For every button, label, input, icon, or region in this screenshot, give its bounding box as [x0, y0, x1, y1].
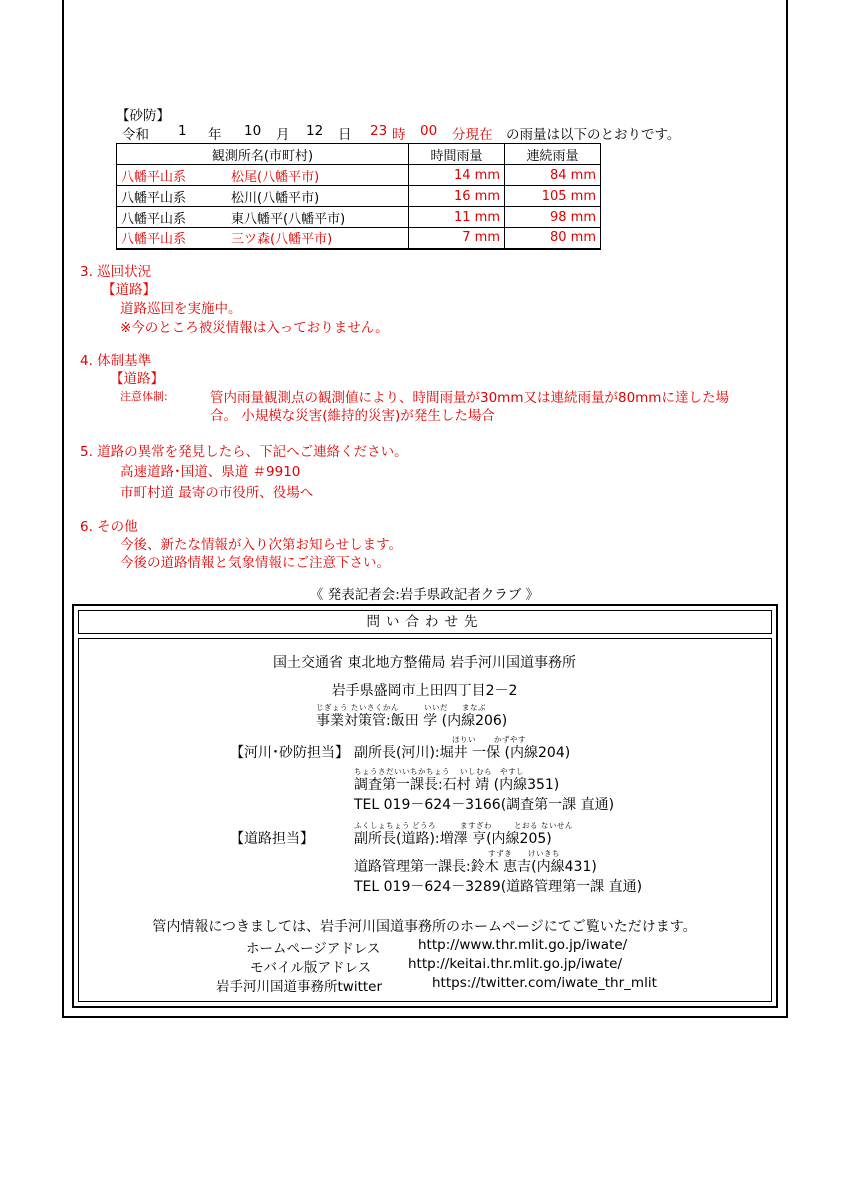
ruby-p1-3: まなぶ	[462, 703, 486, 712]
contact-person-4: 副所長(道路):増澤 亨(内線205)	[354, 831, 552, 847]
section6-title: 6. その他	[80, 519, 138, 535]
ruby-p2-1: ほりい	[452, 735, 476, 744]
section4-line2: 合。 小規模な災害(維持的災害)が発生した場合	[210, 408, 495, 424]
contact-tel-2: TEL 019－624－3289(道路管理第一課 直通)	[354, 879, 643, 895]
section5-line2: 市町村道 最寄の市役所、役場へ	[120, 485, 314, 501]
section3-title: 3. 巡回状況	[80, 264, 152, 280]
section4-label: 注意体制:	[120, 390, 168, 403]
date-era: 令和	[122, 127, 149, 143]
contact-person-1: 事業対策管:飯田 学 (内線206)	[316, 713, 508, 729]
hourly-cell: 11 mm	[409, 207, 505, 228]
contact-address: 岩手県盛岡市上田四丁目2－2	[331, 683, 518, 699]
continuous-cell: 84 mm	[505, 165, 601, 186]
ruby-p4-3: ますざわ	[460, 821, 492, 830]
road-section-label: 【道路担当】	[230, 831, 314, 847]
date-year: 1	[178, 123, 187, 139]
ruby-p4-4: とおる ないせん	[514, 821, 573, 830]
station-name: 松川(八幡平市)	[231, 190, 320, 206]
section4-sub: 【道路】	[110, 371, 164, 387]
date-suffix: の雨量は以下のとおりです。	[506, 127, 681, 143]
section3-sub: 【道路】	[102, 282, 156, 298]
station-cell	[117, 165, 409, 186]
header-hourly: 時間雨量	[409, 144, 505, 165]
link-label-homepage: ホームページアドレス	[246, 941, 381, 957]
header-continuous: 連続雨量	[505, 144, 601, 165]
ruby-p3-3: やすし	[500, 767, 524, 776]
link-label-mobile: モバイル版アドレス	[250, 960, 372, 976]
table-header-row	[117, 144, 601, 165]
station-cell	[117, 207, 409, 228]
section3-line2: ※今のところ被災情報は入っておりません。	[120, 320, 389, 336]
hourly-cell: 16 mm	[409, 186, 505, 207]
link-url-twitter[interactable]: https://twitter.com/iwate_thr_mlit	[432, 975, 657, 991]
system-name: 八幡平山系	[121, 211, 187, 227]
hourly-cell: 7 mm	[409, 228, 505, 249]
ruby-p1-2: いいだ	[424, 703, 448, 712]
link-url-mobile[interactable]: http://keitai.thr.mlit.go.jp/iwate/	[408, 956, 623, 972]
continuous-cell: 80 mm	[505, 228, 601, 249]
station-name: 三ツ森(八幡平市)	[231, 232, 333, 248]
continuous-cell: 98 mm	[505, 207, 601, 228]
ruby-p1-1: じぎょう たいさくかん	[316, 703, 399, 712]
section5-line1: 高速道路･国道、県道 ＃9910	[120, 464, 301, 480]
river-section-label: 【河川･砂防担当】	[230, 745, 349, 761]
table-row	[117, 228, 601, 249]
ruby-p2-2: かずやす	[494, 735, 526, 744]
link-label-twitter: 岩手河川国道事務所twitter	[216, 979, 383, 995]
section6-line2: 今後の道路情報と気象情報にご注意下さい。	[120, 555, 390, 571]
system-name: 八幡平山系	[121, 232, 187, 248]
contact-person-3: 調査第一課長:石村 靖 (内線351)	[354, 777, 560, 793]
date-month-unit: 月	[276, 127, 290, 143]
table-row	[117, 186, 601, 207]
contact-org: 国土交通省 東北地方整備局 岩手河川国道事務所	[273, 655, 576, 671]
section5-title: 5. 道路の異常を発見したら、下記へご連絡ください。	[80, 444, 408, 460]
system-name: 八幡平山系	[121, 169, 187, 185]
table-row	[117, 165, 601, 186]
date-hour: 23	[370, 123, 388, 139]
system-name: 八幡平山系	[121, 190, 187, 206]
header-station: 観測所名(市町村)	[117, 144, 409, 165]
station-name: 東八幡平(八幡平市)	[231, 211, 346, 227]
ruby-p4-2: どうろ	[412, 821, 436, 830]
section6-line1: 今後、新たな情報が入り次第お知らせします。	[120, 537, 403, 553]
rainfall-table	[116, 143, 601, 250]
date-month: 10	[244, 123, 262, 139]
date-year-unit: 年	[208, 127, 222, 143]
link-url-homepage[interactable]: http://www.thr.mlit.go.jp/iwate/	[418, 937, 628, 953]
station-cell	[117, 186, 409, 207]
continuous-cell: 105 mm	[505, 186, 601, 207]
contact-person-5: 道路管理第一課長:鈴木 恵吉(内線431)	[354, 859, 597, 875]
ruby-p5-1: すずき	[488, 849, 513, 858]
ruby-p3-1: ちょうさだいいちかちょう	[354, 767, 450, 776]
station-cell	[117, 228, 409, 249]
ruby-p4-1: ふくしょちょう	[354, 821, 410, 830]
date-minute: 00	[420, 123, 438, 139]
press-club-line: 《 発表記者会:岩手県政記者クラブ 》	[309, 587, 540, 603]
section4-title: 4. 体制基準	[80, 353, 152, 369]
station-name: 松尾(八幡平市)	[231, 169, 320, 185]
hourly-cell: 14 mm	[409, 165, 505, 186]
sabo-heading: 【砂防】	[116, 108, 170, 124]
date-day: 12	[306, 123, 324, 139]
date-day-unit: 日	[338, 127, 352, 143]
section4-line1: 管内雨量観測点の観測値により、時間雨量が30mm又は連続雨量が80mmに達した場	[210, 390, 729, 406]
date-minute-unit: 分現在	[452, 127, 493, 143]
table-row	[117, 207, 601, 228]
section3-line1: 道路巡回を実施中。	[120, 301, 242, 317]
ruby-p5-2: けいきち	[528, 849, 560, 858]
contact-tel-1: TEL 019－624－3166(調査第一課 直通)	[354, 797, 615, 813]
contact-heading: 問い合わせ先	[78, 610, 772, 634]
web-intro: 管内情報につきましては、岩手河川国道事務所のホームページにてご覧いただけます。	[152, 919, 697, 935]
contact-person-2: 副所長(河川):堀井 一保 (内線204)	[354, 745, 571, 761]
ruby-p3-2: いしむら	[460, 767, 492, 776]
date-hour-unit: 時	[392, 127, 406, 143]
